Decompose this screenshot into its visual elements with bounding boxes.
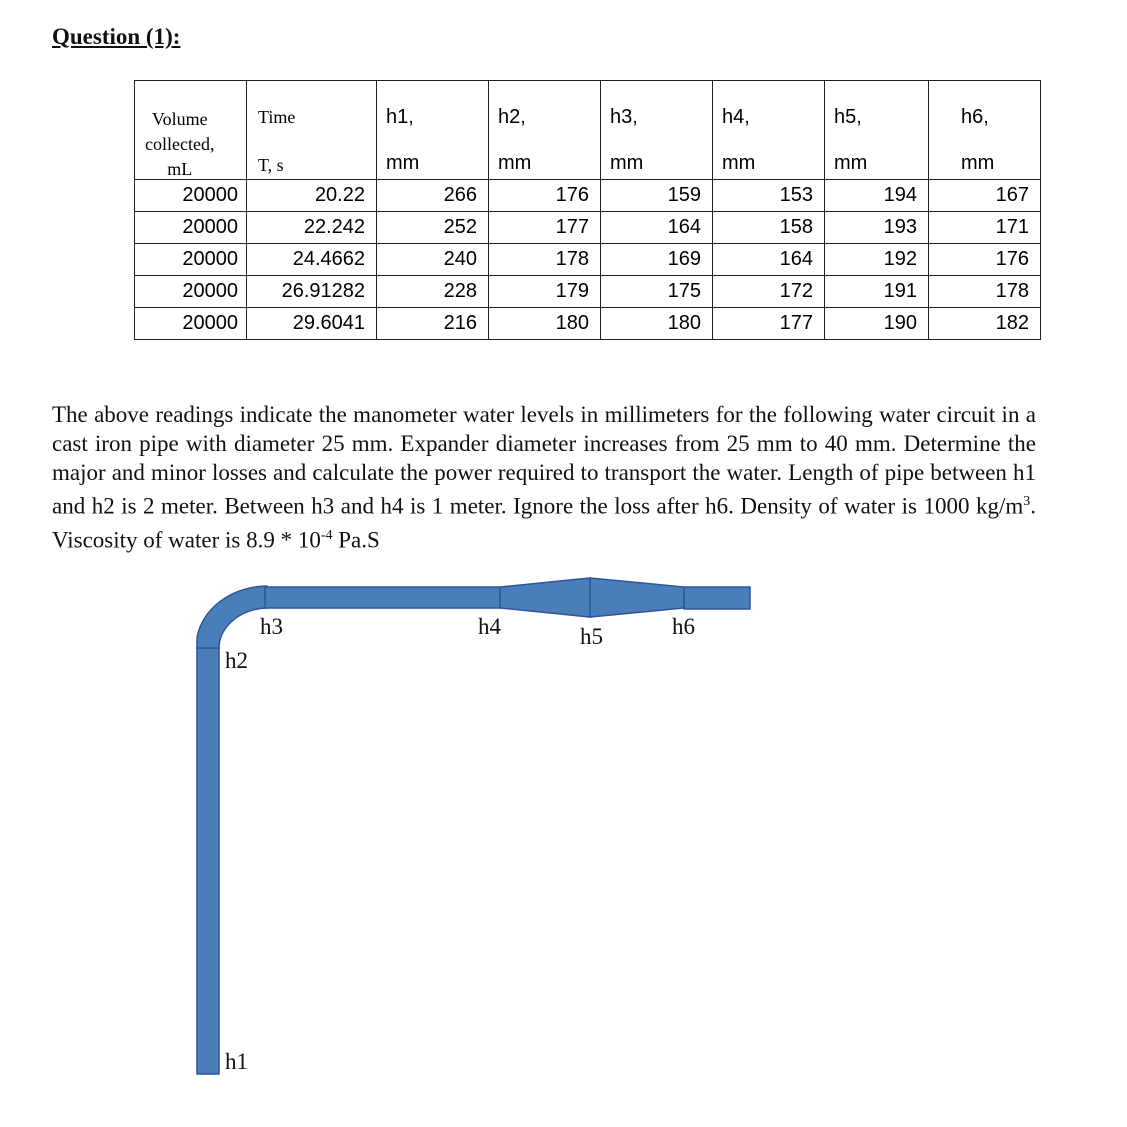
table-cell: 177 [489,212,601,244]
table-cell: 191 [825,276,929,308]
header-h3-unit: mm [610,152,644,174]
table-cell: 192 [825,244,929,276]
table-cell: 178 [489,244,601,276]
header-h1-unit: mm [386,152,420,174]
table-cell: 176 [929,244,1041,276]
table-cell: 20.22 [247,180,377,212]
pipe-assembly [197,578,750,1074]
table-cell: 193 [825,212,929,244]
header-volume-line1: Volume [151,109,208,129]
problem-text-part1: The above readings indicate the manometer water levels in millimeters for the following water circuit in a cast iron pipe with diameter 25 mm. Expander diameter increases from 25 mm to 40 mm. Determine the major and minor losses and calculate the power required to transport the water. Length of pipe between h1 and h2 is 2 meter. Between h3 and h4 is 1 meter. Ignore the loss after h6. Density of water is 1000 kg/m [52,402,1036,519]
viscosity-exponent: -4 [320,527,333,543]
header-h5-name: h5, [834,106,862,128]
header-h2-name: h2, [498,106,526,128]
table-cell: 190 [825,308,929,340]
header-h5-unit: mm [834,152,868,174]
label-h1: h1 [225,1049,248,1074]
table-cell: 153 [713,180,825,212]
vertical-pipe [197,648,219,1074]
density-exponent: 3 [1023,494,1031,509]
label-h6: h6 [672,614,695,639]
table-cell: 240 [377,244,489,276]
table-cell: 180 [489,308,601,340]
table-cell: 20000 [135,244,247,276]
table-cell: 20000 [135,276,247,308]
table-cell: 176 [489,180,601,212]
header-volume-line2: collected, [145,134,215,154]
header-h6-name: h6, [961,106,989,128]
table-cell: 169 [601,244,713,276]
pipe-expander [500,578,590,617]
label-h2: h2 [225,648,248,673]
table-cell: 159 [601,180,713,212]
table-cell: 22.242 [247,212,377,244]
table-cell: 20000 [135,180,247,212]
table-cell: 158 [713,212,825,244]
table-cell: 171 [929,212,1041,244]
problem-text-part3: Pa.S [332,527,380,553]
horizontal-pipe [265,587,500,608]
table-cell: 172 [713,276,825,308]
label-h3: h3 [260,614,283,639]
table-cell: 228 [377,276,489,308]
table-cell: 175 [601,276,713,308]
header-h6-unit: mm [961,152,995,174]
header-time-line1: Time [258,107,296,127]
problem-text-part2: . Viscosity of water is 8.9 * 10 [52,493,1036,553]
table-cell: 182 [929,308,1041,340]
label-h4: h4 [478,614,501,639]
table-cell: 266 [377,180,489,212]
table-cell: 167 [929,180,1041,212]
table-cell: 177 [713,308,825,340]
table-cell: 164 [713,244,825,276]
table-cell: 26.91282 [247,276,377,308]
question-title: Question (1): [52,24,181,49]
header-volume-line3: mL [167,159,193,179]
header-time-line2: T, s [258,155,284,175]
header-h1-name: h1, [386,106,414,128]
header-h4-unit: mm [722,152,756,174]
pipe-elbow [197,586,267,648]
table-cell: 252 [377,212,489,244]
table-cell: 29.6041 [247,308,377,340]
label-h5: h5 [580,624,603,649]
table-cell: 164 [601,212,713,244]
table-cell: 180 [601,308,713,340]
table-cell: 178 [929,276,1041,308]
table-cell: 179 [489,276,601,308]
header-h4-name: h4, [722,106,750,128]
table-cell: 194 [825,180,929,212]
table-cell: 24.4662 [247,244,377,276]
header-h3-name: h3, [610,106,638,128]
table-cell: 216 [377,308,489,340]
table-cell: 20000 [135,308,247,340]
header-h2-unit: mm [498,152,532,174]
pipe-contractor [590,578,684,617]
table-cell: 20000 [135,212,247,244]
outlet-pipe [684,587,750,609]
